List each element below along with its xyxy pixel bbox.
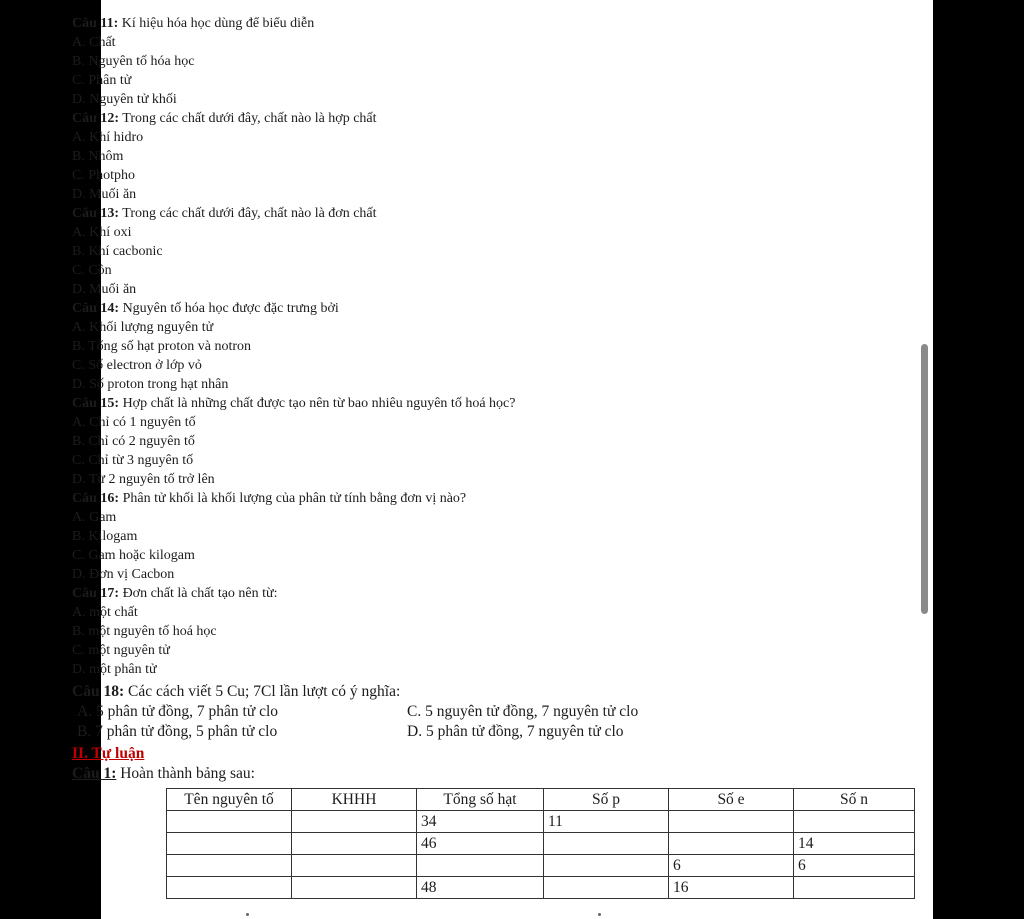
- table-cell: 48: [417, 877, 544, 899]
- table-header-row: [167, 789, 915, 811]
- table-header: Tên nguyên tố: [167, 789, 292, 811]
- option: A. Khí hidro: [72, 130, 144, 145]
- table-cell: [544, 855, 669, 877]
- table-cell: [544, 877, 669, 899]
- option: D. Từ 2 nguyên tố trở lên: [72, 472, 215, 487]
- question-14: [72, 299, 339, 318]
- table-cell: [167, 833, 292, 855]
- option: B. Chỉ có 2 nguyên tố: [72, 434, 195, 449]
- table-cell: 6: [794, 855, 915, 877]
- question-17: [72, 584, 278, 603]
- option: D. Muối ăn: [72, 187, 137, 202]
- question-text: Đơn chất là chất tạo nên từ:: [119, 586, 278, 601]
- essay-question-1: [72, 764, 255, 783]
- question-text: Các cách viết 5 Cu; 7Cl lần lượt có ý nghĩa:: [124, 683, 401, 700]
- table-cell: [167, 877, 292, 899]
- option: D. Đơn vị Cacbon: [72, 567, 175, 582]
- option: A. Chất: [72, 35, 116, 50]
- question-text: Phân tử khối là khối lượng của phân tử tính bằng đơn vị nào?: [119, 491, 467, 506]
- option: C. Gam hoặc kilogam: [72, 548, 195, 563]
- table-cell: 14: [794, 833, 915, 855]
- option: C. Phân tử: [72, 73, 132, 88]
- table-cell: [669, 833, 794, 855]
- table-row: [167, 811, 915, 833]
- option: B. Kilogam: [72, 529, 138, 544]
- table-cell: 11: [544, 811, 669, 833]
- question-text: Trong các chất dưới đây, chất nào là hợp chất: [119, 111, 377, 126]
- table-cell: [167, 811, 292, 833]
- table-cell: [794, 811, 915, 833]
- scan-speck: [246, 913, 249, 916]
- question-18: [72, 682, 400, 701]
- table-cell: 6: [669, 855, 794, 877]
- element-table: [166, 788, 915, 899]
- table-cell: [167, 855, 292, 877]
- table-cell: [417, 855, 544, 877]
- table-header: Số n: [794, 789, 915, 811]
- table-cell: [292, 877, 417, 899]
- option: D. một phân tử: [72, 662, 157, 677]
- table-cell: 16: [669, 877, 794, 899]
- table-cell: 34: [417, 811, 544, 833]
- question-text: Kí hiệu hóa học dùng để biểu diễn: [118, 16, 315, 31]
- question-16: [72, 489, 466, 508]
- option: D. Nguyên tử khối: [72, 92, 177, 107]
- question-15: [72, 394, 515, 413]
- table-cell: [544, 833, 669, 855]
- option-b: B. 7 phân tử đồng, 5 phân tử clo: [77, 723, 278, 740]
- option: A. Chỉ có 1 nguyên tố: [72, 415, 196, 430]
- option: B. Nguyên tố hóa học: [72, 54, 195, 69]
- question-11: [72, 14, 314, 33]
- question-label: Câu 15:: [72, 396, 120, 411]
- table-cell: [669, 811, 794, 833]
- table-header: Số e: [669, 789, 794, 811]
- option: B. Tổng số hạt proton và notron: [72, 339, 252, 354]
- question-label: Câu 17:: [72, 586, 120, 601]
- table-row: [167, 855, 915, 877]
- option: C. Số electron ở lớp vỏ: [72, 358, 202, 373]
- table-header: Tổng số hạt: [417, 789, 544, 811]
- option: C. Photpho: [72, 168, 136, 183]
- table-cell: [292, 833, 417, 855]
- question-text: Trong các chất dưới đây, chất nào là đơn chất: [119, 206, 377, 221]
- section-heading: II. Tự luận: [72, 745, 145, 762]
- option: C. Chỉ từ 3 nguyên tố: [72, 453, 194, 468]
- question-text: Hoàn thành bảng sau:: [116, 765, 255, 782]
- option: A. một chất: [72, 605, 138, 620]
- question-text: Hợp chất là những chất được tạo nên từ bao nhiêu nguyên tố hoá học?: [119, 396, 516, 411]
- table-cell: 46: [417, 833, 544, 855]
- scan-speck: [598, 913, 601, 916]
- question-13: [72, 204, 377, 223]
- option-d: D. 5 phân tử đồng, 7 nguyên tử clo: [407, 723, 624, 740]
- table-cell: [292, 855, 417, 877]
- option: D. Số proton trong hạt nhân: [72, 377, 229, 392]
- option: A. Khối lượng nguyên tử: [72, 320, 214, 335]
- option: A. Khí oxi: [72, 225, 132, 240]
- table-cell: [794, 877, 915, 899]
- question-label: Câu 1:: [72, 765, 117, 782]
- option-c: C. 5 nguyên tử đồng, 7 nguyên tử clo: [407, 703, 639, 720]
- question-text: Nguyên tố hóa học được đặc trưng bởi: [119, 301, 339, 316]
- question-label: Câu 14:: [72, 301, 120, 316]
- option: C. một nguyên tử: [72, 643, 170, 658]
- table-row: [167, 877, 915, 899]
- option: D. Muối ăn: [72, 282, 137, 297]
- question-label: Câu 11:: [72, 16, 119, 31]
- option: C. Cồn: [72, 263, 112, 278]
- option: B. Nhôm: [72, 149, 124, 164]
- question-label: Câu 16:: [72, 491, 120, 506]
- question-label: Câu 18:: [72, 683, 125, 700]
- question-label: Câu 12:: [72, 111, 120, 126]
- table-header: Số p: [544, 789, 669, 811]
- option: A. Gam: [72, 510, 117, 525]
- option-a: A. 5 phân tử đồng, 7 phân tử clo: [77, 703, 279, 720]
- table-row: [167, 833, 915, 855]
- question-label: Câu 13:: [72, 206, 120, 221]
- scrollbar[interactable]: [921, 344, 928, 614]
- table-cell: [292, 811, 417, 833]
- option: B. Khí cacbonic: [72, 244, 163, 259]
- option: B. một nguyên tố hoá học: [72, 624, 217, 639]
- question-12: [72, 109, 377, 128]
- table-header: KHHH: [292, 789, 417, 811]
